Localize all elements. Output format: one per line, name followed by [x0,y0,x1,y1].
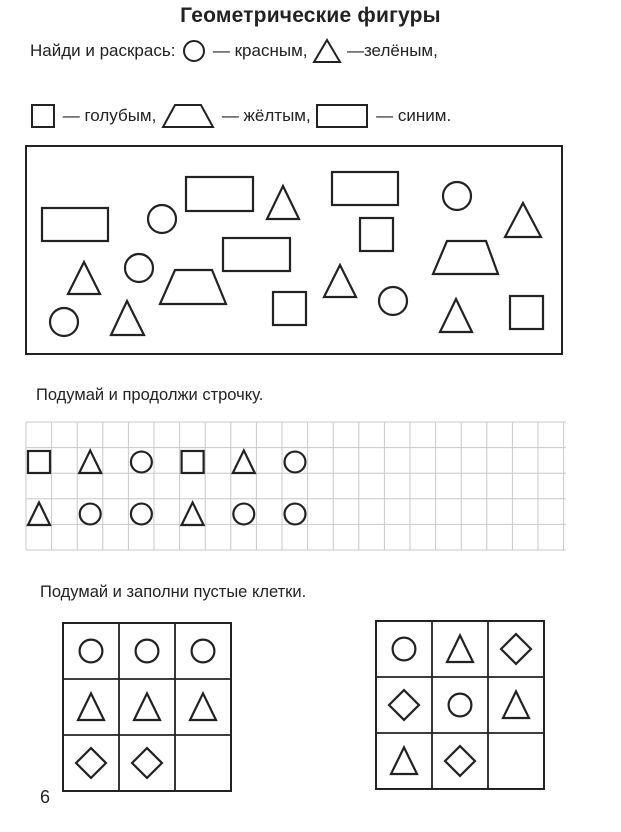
triangle-shape [447,635,473,662]
page-number: 6 [40,787,51,807]
triangle-shape [503,691,529,718]
legend-blue-label: — синим. [376,106,452,125]
task3-instruction: Подумай и заполни пустые клетки. [40,583,307,601]
legend-lightblue-label: — голубым, [62,106,157,125]
triangle-shape [134,693,160,720]
legend-yellow-label: — жёлтым, [221,106,311,125]
legend-lead: Найди и раскрась: [30,41,176,60]
circle-shape [136,640,159,663]
circle-shape [449,694,472,717]
circle-shape [80,640,103,663]
diamond-shape [389,690,419,720]
circle-shape [192,640,215,663]
diamond-shape [76,748,106,778]
page-title: Геометрические фигуры [180,4,441,27]
triangle-shape [190,693,216,720]
triangle-shape [391,747,417,774]
task2-instruction: Подумай и продолжи строчку. [36,386,264,404]
triangle-shape [78,693,104,720]
legend-red-label: — красным, [212,41,308,60]
legend-green-label: —зелёным, [346,41,438,60]
circle-shape [393,638,416,661]
puzzle-grid-1 [63,623,231,791]
diamond-shape [132,748,162,778]
puzzle-grid-2 [376,621,544,789]
diamond-shape [445,746,475,776]
diamond-shape [501,634,531,664]
